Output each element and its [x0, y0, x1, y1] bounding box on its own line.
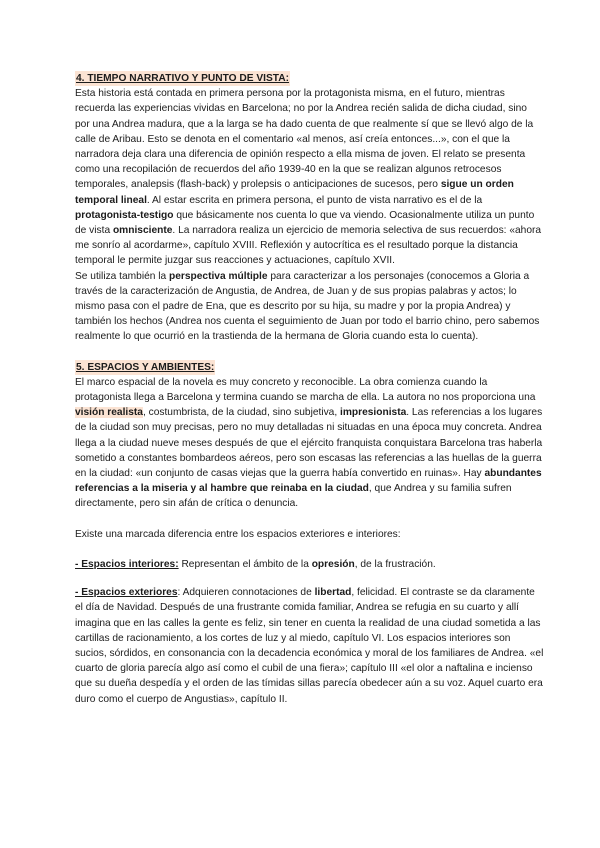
text-run: . Las referencias a los lugares de la ciudad son muy precisas, pero no muy detalladas ni situadas en una época muy concreta. Andrea llega a la ciudad nueve meses después de que el ejército franquista conquistara Barcelona tras haberla sometido a constantes bombardeos aéreos, pero son escasas las referencias a las huellas de la guerra en la ciudad: «un conjunto de casas viejas que la guerra había convertido en ruinas». Hay — [75, 407, 543, 480]
text-run: Representan el ámbito de la — [178, 558, 312, 570]
text-run: El marco espacial de la novela es muy concreto y reconocible. La obra comienza cuando la protagonista llega a Barcelona y termina cuando se marcha de ella. La autora no nos proporciona una — [75, 376, 536, 404]
section-5-paragraph-2: Existe una marcada diferencia entre los espacios exteriores e interiores: — [75, 528, 401, 540]
section-4-paragraph-1 — [75, 86, 544, 268]
section-4-paragraph-2 — [75, 269, 544, 345]
spacer — [75, 345, 544, 360]
bold-freedom: libertad — [314, 587, 352, 599]
bold-oppression: opresión — [311, 558, 355, 570]
text-run: Se utiliza también la — [75, 270, 170, 282]
section-5-heading: 5. ESPACIOS Y AMBIENTES: — [75, 360, 215, 375]
text-run: , de la frustración. — [354, 558, 436, 570]
section-4-heading: 4. TIEMPO NARRATIVO Y PUNTO DE VISTA: — [75, 71, 290, 86]
text-run: que básicamente nos cuenta lo que va viendo. Ocasionalmente utiliza un punto de vista — [75, 209, 535, 237]
text-run: . Al estar escrita en primera persona, el punto de vista narrativo es el de la — [146, 194, 483, 206]
interior-spaces-item — [75, 557, 544, 572]
interior-spaces-label: - Espacios interiores: — [75, 558, 179, 570]
exterior-spaces-item — [75, 585, 544, 707]
bold-omniscient: omnisciente — [112, 225, 173, 237]
document-body — [75, 71, 544, 707]
spacer — [75, 572, 544, 585]
text-run: : Adquieren connotaciones de — [177, 587, 315, 599]
text-run: , que Andrea y su familia sufren directamente, pero sin afán de crítica o denuncia. — [75, 483, 512, 510]
section-5-paragraph-1 — [75, 375, 544, 512]
text-run: , costumbrista, de la ciudad, sino subjetiva, — [142, 407, 341, 419]
text-run: . La narradora realiza un ejercicio de memoria selectiva de sus recuerdos: «ahora me sonrío al acordarme», capítulo XVIII. Reflexión y autocrítica es el resultado porque la distancia temporal le permite juzgar sus reacciones y actuaciones, capítulo XVII. — [75, 225, 542, 267]
bold-protagonist-witness: protagonista-testigo — [75, 209, 174, 221]
text-run: para caracterizar a los personajes (conocemos a Gloria a través de la caracterización de Angustia, de Andrea, de Juan y de sus propias palabras y actos; lo mismo pasa con el padre de Ena, que es descrito por su hija, su madre y por la propia Andrea) y también los hechos (Andrea nos cuenta el seguimiento de Juan por todo el barrio chino, pero sabemos realmente lo que ocurrió en la trastienda de la hermana de Gloria cuando esta lo cuenta). — [75, 270, 540, 343]
spacer — [75, 512, 544, 527]
highlight-realistic-vision: visión realista — [75, 407, 143, 419]
bold-misery-references: abundantes referencias a la miseria y al hambre que reinaba en la ciudad — [75, 468, 542, 495]
bold-linear-order: sigue un orden temporal lineal — [75, 179, 514, 206]
exterior-spaces-label: - Espacios exteriores — [75, 587, 178, 599]
text-run: , felicidad. El contraste se da claramente el día de Navidad. Después de una frustrante comida familiar, Andrea se refugia en su cuarto y allí imagina que en las calles la gente es feliz, sin tener en cuenta la realidad de una ciudad sometida a las cartillas de racionamiento, a los cortes de luz y al miedo, capítulo VI. Los espacios interiores son sucios, sórdidos, en consonancia con la decadencia económica y moral de los familiares de Andrea. «el cuarto de gloria parecía algo así como el cubil de una fiera»; capítulo III «el olor a naftalina e incienso que su dueña despedía y el orden de las tímidas sillas parecía obedecer aún a su voz. Aquel cuarto era duro como el cuerpo de Angustias», capítulo II. — [75, 587, 544, 705]
spacer — [75, 542, 544, 557]
section-4-heading-line — [75, 71, 544, 86]
section-5-heading-line — [75, 360, 544, 375]
bold-multiple-perspective: perspectiva múltiple — [169, 270, 268, 282]
text-run: Esta historia está contada en primera persona por la protagonista misma, en el futuro, mientras recuerda las experiencias vividas en Barcelona; no por la Andrea recién salida de dicha ciudad, sino por una Andrea madura, que a la larga se ha dado cuenta de que realmente sí que se llevó algo de la calle de Aribau. Esto se denota en el comentario «al menos, así creía entonces...», con el que la narradora deja clara una diferencia de opinión respecto a ella misma de joven. El relato se presenta como una recopilación de recuerdos del año 1939-40 en la que se realizan algunos retrocesos temporales, analepsis (flash-back) y prolepsis o anticipaciones de sucesos, pero — [75, 88, 534, 191]
bold-impressionist: impresionista — [340, 407, 407, 419]
